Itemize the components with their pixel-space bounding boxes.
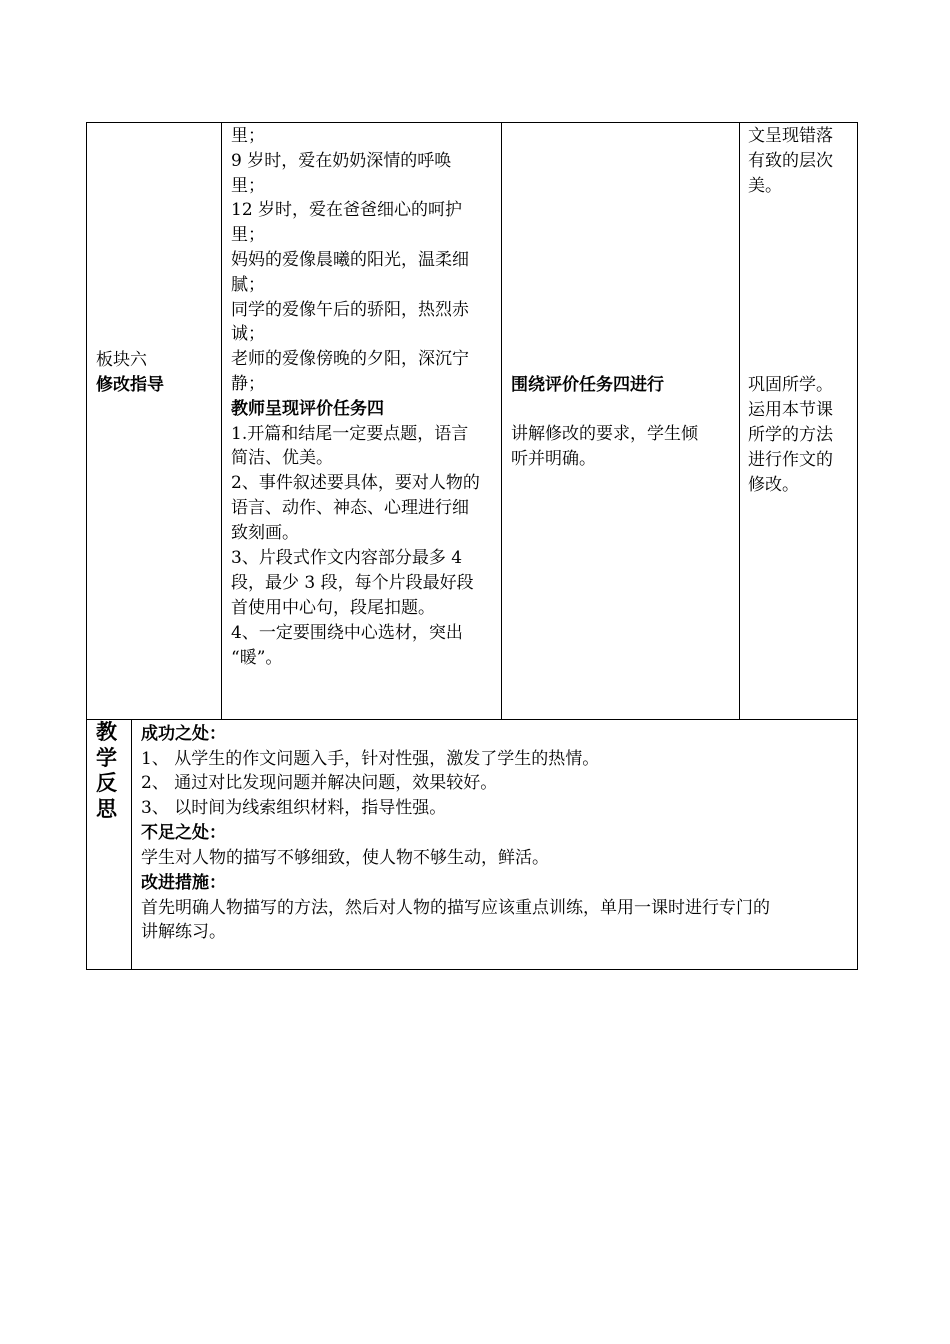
activity-title: 围绕评价任务四进行 — [511, 375, 664, 395]
success-item: 1、 从学生的作文问题入手，针对性强，激发了学生的热情。 — [141, 749, 600, 769]
task-line: 语言、动作、神态、心理进行细 — [231, 498, 469, 518]
content-line: 9 岁时，爱在奶奶深情的呼唤 — [231, 151, 452, 171]
shortcoming-title: 不足之处： — [141, 823, 226, 843]
section-title: 修改指导 — [96, 375, 164, 395]
intent-line: 巩固所学。 — [748, 375, 833, 395]
task-line: 段，最少 3 段，每个片段最好段 — [231, 573, 474, 593]
intent-top-line: 有致的层次 — [748, 151, 833, 171]
activity-line: 听并明确。 — [511, 449, 596, 469]
reflection-label-char: 思 — [96, 797, 117, 821]
content-line: 里； — [231, 225, 265, 245]
task-line: 简洁、优美。 — [231, 448, 333, 468]
task-line: 2、事件叙述要具体，要对人物的 — [231, 473, 480, 493]
task-title: 教师呈现评价任务四 — [231, 399, 384, 419]
reflection-label-char: 教 — [96, 720, 117, 744]
content-line: 腻； — [231, 275, 265, 295]
intent-top-line: 美。 — [748, 176, 782, 196]
content-line: 静； — [231, 374, 265, 394]
intent-line: 修改。 — [748, 475, 799, 495]
reflection-label-char: 反 — [96, 771, 117, 795]
activity-line: 讲解修改的要求，学生倾 — [511, 424, 698, 444]
task-line: 1.开篇和结尾一定要点题，语言 — [231, 424, 469, 444]
task-line: 4、一定要围绕中心选材，突出 — [231, 623, 463, 643]
content-line: 妈妈的爱像晨曦的阳光，温柔细 — [231, 250, 469, 270]
intent-line: 进行作文的 — [748, 450, 833, 470]
improve-line: 讲解练习。 — [141, 922, 226, 942]
improve-line: 首先明确人物描写的方法，然后对人物的描写应该重点训练，单用一课时进行专门的 — [141, 898, 770, 918]
success-item: 2、 通过对比发现问题并解决问题，效果较好。 — [141, 773, 498, 793]
intent-line: 运用本节课 — [748, 400, 833, 420]
intent-line: 所学的方法 — [748, 425, 833, 445]
content-line: 里； — [231, 126, 265, 146]
success-title: 成功之处： — [141, 724, 226, 744]
task-line: 首使用中心句，段尾扣题。 — [231, 598, 435, 618]
task-line: “暖”。 — [231, 648, 283, 668]
success-item: 3、 以时间为线索组织材料，指导性强。 — [141, 798, 447, 818]
intent-top-line: 文呈现错落 — [748, 126, 833, 146]
task-line: 3、片段式作文内容部分最多 4 — [231, 548, 463, 568]
content-line: 诚； — [231, 324, 265, 344]
content-line: 同学的爱像午后的骄阳，热烈赤 — [231, 300, 469, 320]
reflection-label-char: 学 — [96, 746, 117, 770]
improve-title: 改进措施： — [141, 873, 226, 893]
content-line: 12 岁时，爱在爸爸细心的呵护 — [231, 200, 463, 220]
section-label: 板块六 — [96, 350, 147, 370]
shortcoming-text: 学生对人物的描写不够细致，使人物不够生动，鲜活。 — [141, 848, 549, 868]
task-line: 致刻画。 — [231, 523, 299, 543]
content-line: 老师的爱像傍晚的夕阳，深沉宁 — [231, 349, 469, 369]
content-line: 里； — [231, 176, 265, 196]
